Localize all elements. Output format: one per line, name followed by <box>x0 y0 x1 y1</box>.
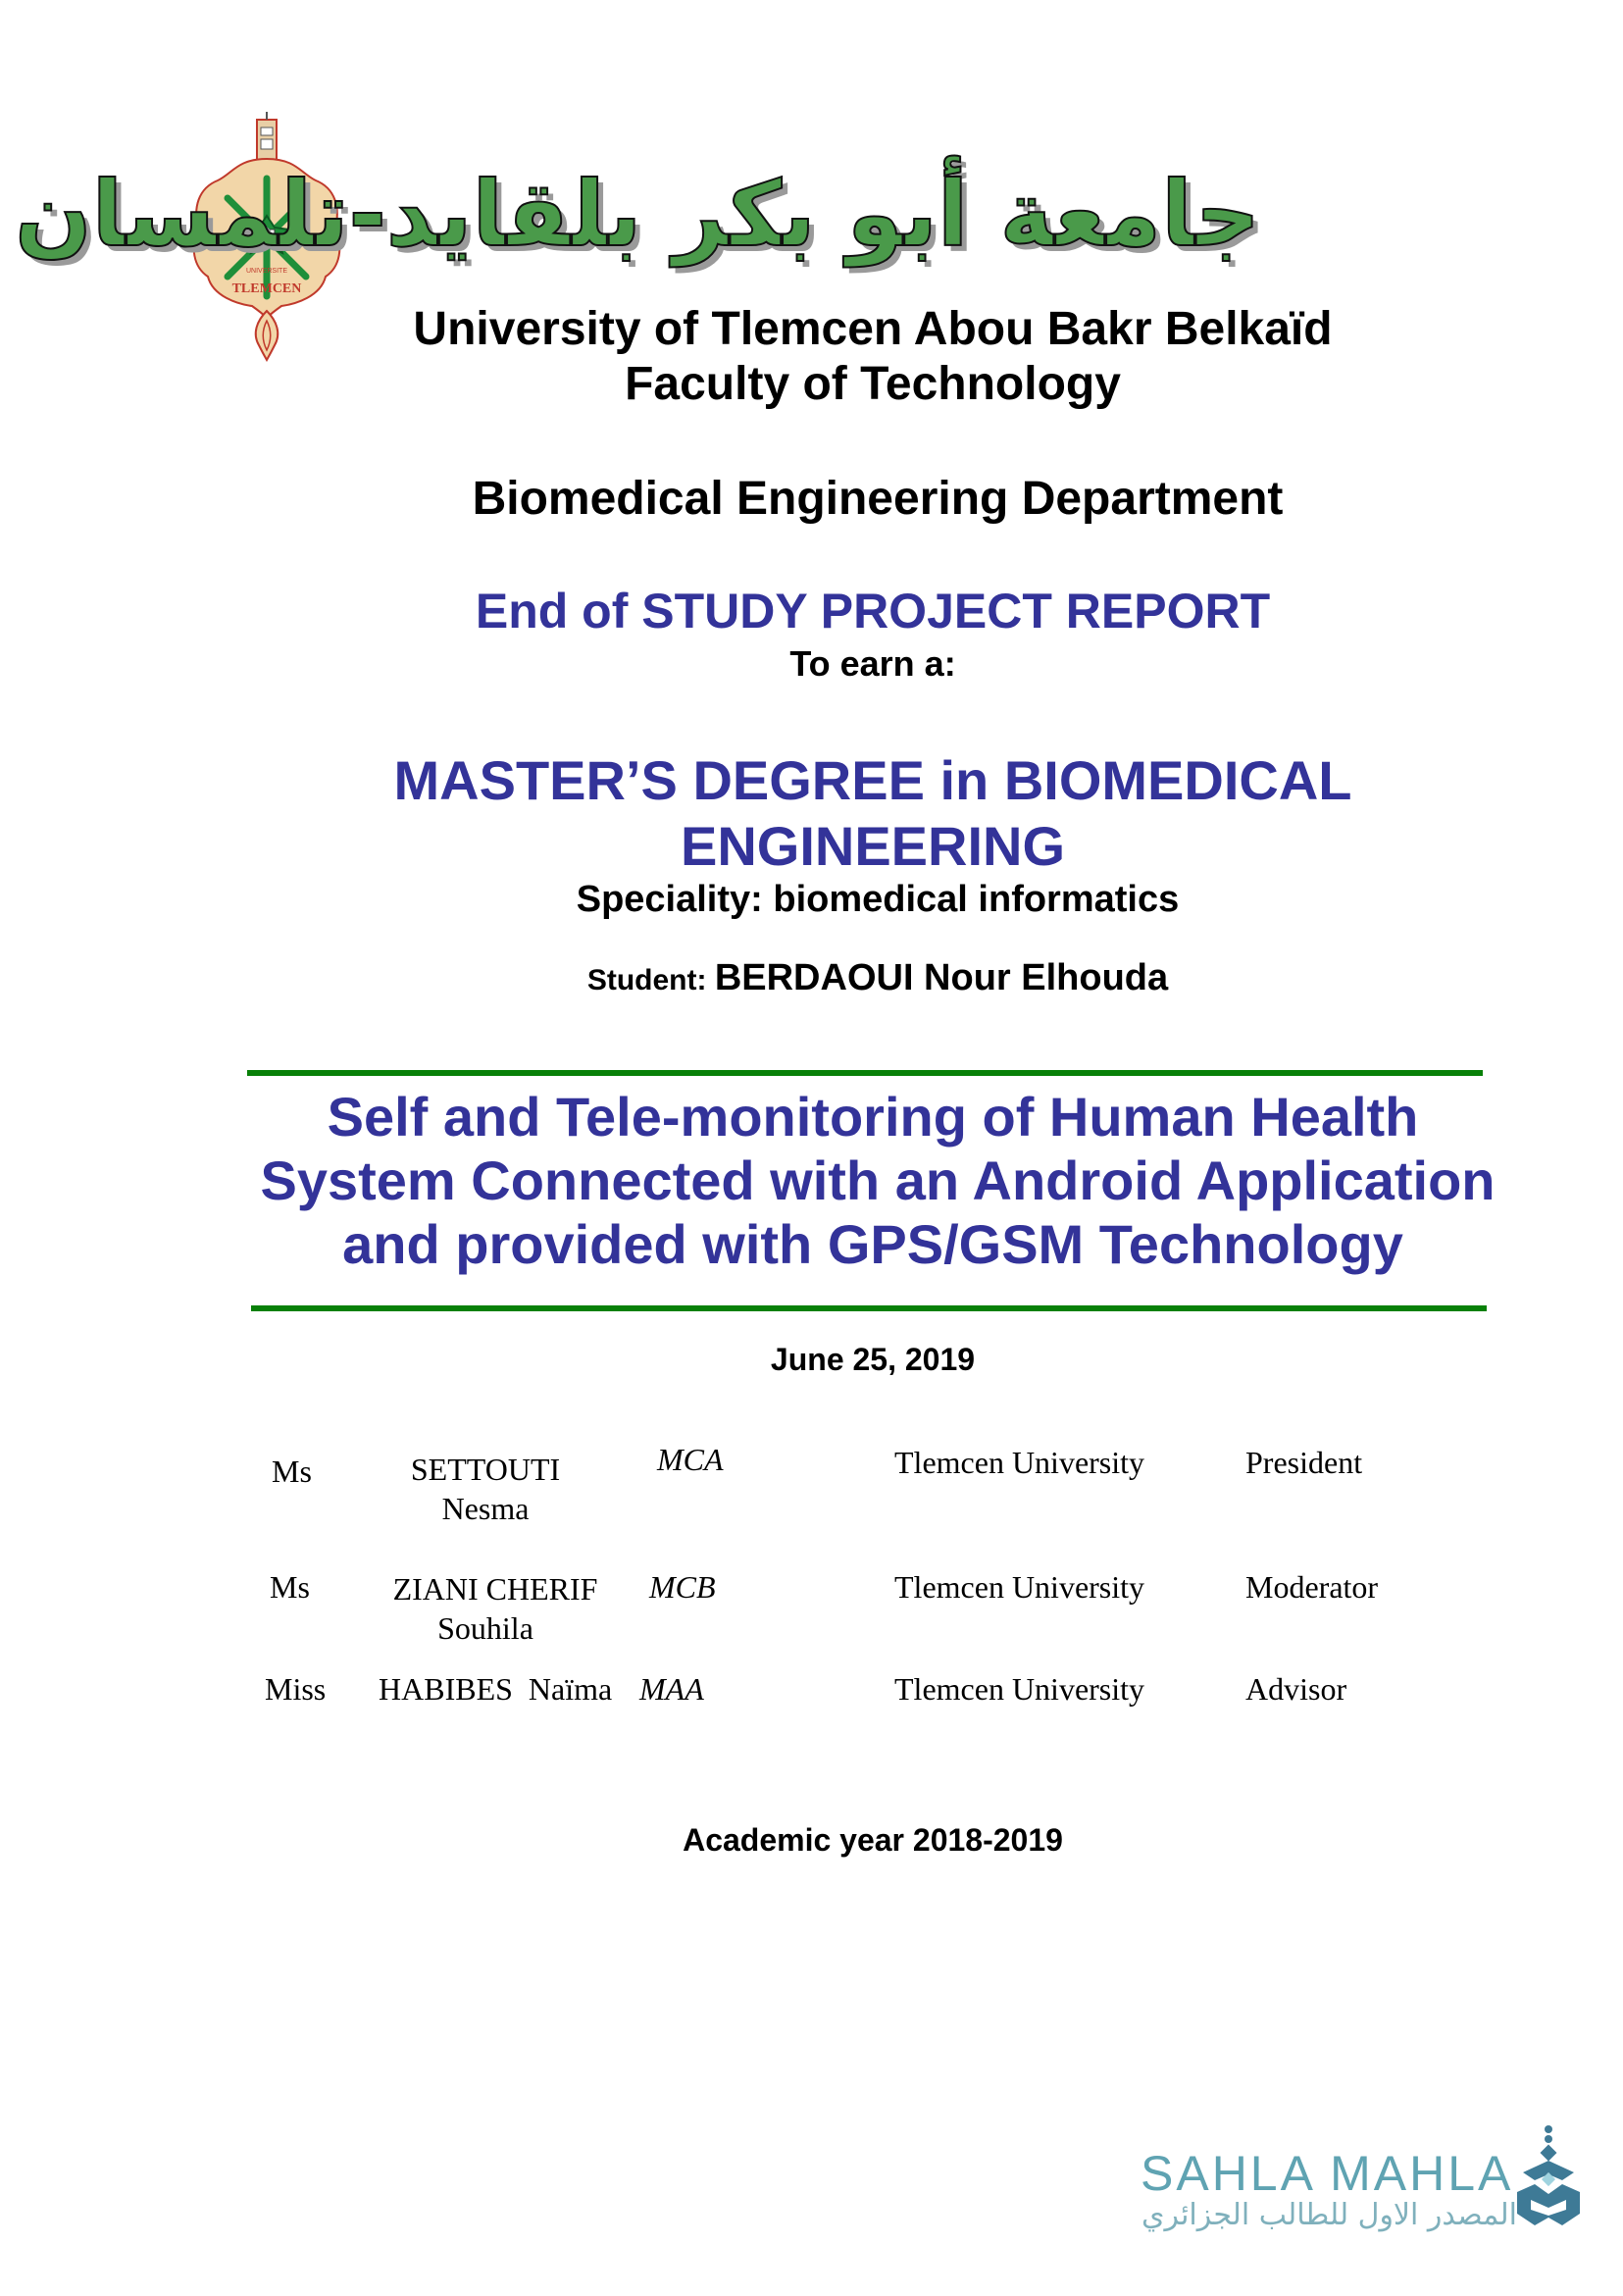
bottom-green-rule <box>251 1305 1487 1311</box>
student-label: Student: <box>586 964 715 996</box>
thesis-title-line-1: Self and Tele-monitoring of Human Health <box>327 1086 1419 1148</box>
sahla-mahla-logo-icon <box>1513 2123 1584 2231</box>
academic-year: Academic year 2018-2019 <box>683 1822 1063 1858</box>
degree-line-1: MASTER’S DEGREE in BIOMEDICAL <box>393 749 1352 811</box>
watermark-tagline: المصدر الاول للطالب الجزائري <box>1141 2198 1517 2232</box>
speciality: Speciality: biomedical informatics <box>576 879 1180 920</box>
jury-role: President <box>1245 1445 1363 1480</box>
arabic-university-title: جامعة أبو بكر بلقايد-تلمسان <box>15 162 1260 267</box>
jury-name <box>373 1569 618 1648</box>
jury-institution: Tlemcen University <box>894 1445 1145 1480</box>
jury-firstname: Nesma <box>441 1491 530 1526</box>
jury-grade: MAA <box>639 1671 704 1707</box>
watermark-brand: SAHLA MAHLA <box>1141 2146 1514 2201</box>
jury-firstname: Souhila <box>437 1610 533 1646</box>
jury-name <box>373 1450 598 1528</box>
university-name: University of Tlemcen Abou Bakr Belkaïd <box>413 303 1333 355</box>
student-line <box>0 957 1623 999</box>
svg-text:TLEMCEN: TLEMCEN <box>231 281 302 296</box>
jury-civility: Ms <box>270 1569 310 1605</box>
defense-date: June 25, 2019 <box>770 1342 976 1377</box>
jury-civility: Ms <box>272 1454 312 1489</box>
jury-surname: ZIANI CHERIF <box>392 1571 598 1607</box>
jury-surname: SETTOUTI <box>410 1452 561 1487</box>
degree-line-2: ENGINEERING <box>680 815 1066 877</box>
jury-institution: Tlemcen University <box>894 1671 1145 1707</box>
department-name: Biomedical Engineering Department <box>472 473 1284 525</box>
jury-grade: MCA <box>657 1442 724 1477</box>
watermark <box>1133 2123 1584 2241</box>
student-name: BERDAOUI Nour Elhouda <box>714 957 1169 998</box>
thesis-title-line-2: System Connected with an Android Application <box>260 1149 1496 1211</box>
report-type: End of STUDY PROJECT REPORT <box>475 584 1271 638</box>
jury-name: HABIBES Naïma <box>379 1671 613 1707</box>
jury-institution: Tlemcen University <box>894 1569 1145 1605</box>
jury-role: Advisor <box>1245 1671 1347 1707</box>
svg-text:UNIVERSITE: UNIVERSITE <box>245 268 288 275</box>
faculty-name: Faculty of Technology <box>625 358 1121 410</box>
jury-grade: MCB <box>649 1569 716 1605</box>
jury-civility: Miss <box>265 1671 327 1707</box>
thesis-title-line-3: and provided with GPS/GSM Technology <box>342 1213 1403 1275</box>
top-green-rule <box>247 1070 1483 1076</box>
jury-role: Moderator <box>1245 1569 1379 1605</box>
report-purpose: To earn a: <box>789 643 956 684</box>
